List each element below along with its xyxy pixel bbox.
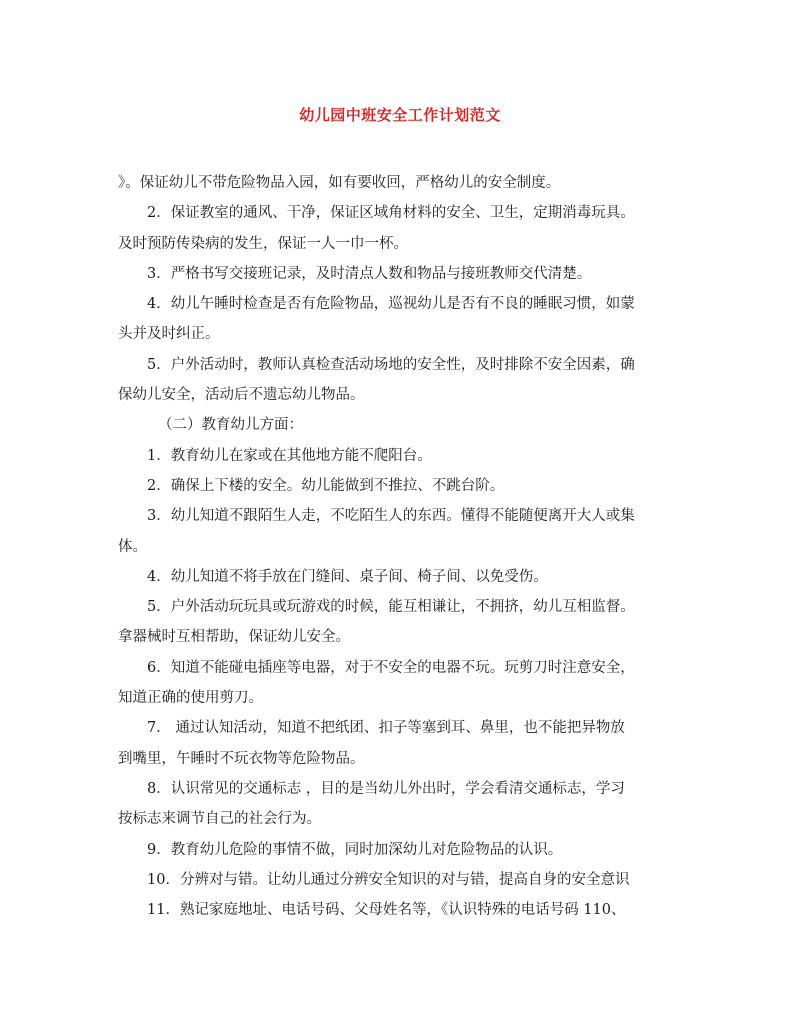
paragraph-line: 5．户外活动玩玩具或玩游戏的时候，能互相谦让，不拥挤，幼儿互相监督。 (147, 599, 635, 616)
paragraph-line: 9．教育幼儿危险的事情不做，同时加深幼儿对危险物品的认识。 (147, 841, 563, 858)
document-title: 幼儿园中班安全工作计划范文 (299, 106, 501, 124)
paragraph-line: 及时预防传染病的发生，保证一人一巾一杯。 (118, 235, 408, 252)
paragraph-line: 2．保证教室的通风、干净，保证区域角材料的安全、卫生，定期消毒玩具。 (147, 205, 635, 222)
paragraph-line: 拿器械时互相帮助，保证幼儿安全。 (118, 629, 350, 646)
paragraph-line: 11．熟记家庭地址、电话号码、父母姓名等，《认识特殊的电话号码 110、 (147, 902, 626, 919)
paragraph-line: 按标志来调节自己的社会行为。 (118, 811, 321, 828)
paragraph-line: 》。保证幼儿不带危险物品入园，如有要收回，严格幼儿的安全制度。 (118, 175, 561, 191)
paragraph-line: 6．知道不能碰电插座等电器，对于不安全的电器不玩。玩剪刀时注意安全， (147, 659, 635, 676)
paragraph-line: 2．确保上下楼的安全。幼儿能做到不推拉、不跳台阶。 (147, 477, 505, 494)
paragraph-line: 保幼儿安全，活动后不遗忘幼儿物品。 (118, 387, 365, 404)
paragraph-line: 10．分辨对与错。让幼儿通过分辨安全知识的对与错，提高自身的安全意识 (147, 871, 630, 888)
paragraph-line: 头并及时纠正。 (118, 326, 220, 343)
paragraph-line: 3．幼儿知道不跟陌生人走，不吃陌生人的东西。懂得不能随便离开大人或集 (147, 508, 635, 525)
paragraph-line: 5．户外活动时，教师认真检查活动场地的安全性，及时排除不安全因素，确 (147, 356, 635, 373)
section-heading: （二）教育幼儿方面： (158, 417, 303, 434)
paragraph-line: 体。 (118, 538, 147, 555)
paragraph-line: 1．教育幼儿在家或在其他地方能不爬阳台。 (147, 447, 432, 464)
paragraph-line: 3．严格书写交接班记录，及时清点人数和物品与接班教师交代清楚。 (147, 265, 592, 282)
paragraph-line: 4．幼儿午睡时检查是否有危险物品，巡视幼儿是否有不良的睡眠习惯，如蒙 (147, 296, 635, 313)
paragraph-line: 4．幼儿知道不将手放在门缝间、桌子间、椅子间、以免受伤。 (147, 568, 548, 585)
paragraph-line: 到嘴里，午睡时不玩衣物等危险物品。 (118, 750, 365, 767)
paragraph-line: 8．认识常见的交通标志 ，目的是当幼儿外出时，学会看清交通标志，学习 (147, 780, 625, 797)
paragraph-line: 知道正确的使用剪刀。 (118, 690, 263, 707)
paragraph-line: 7． 通过认知活动，知道不把纸团、扣子等塞到耳、鼻里，也不能把异物放 (147, 720, 625, 737)
document-body (118, 168, 678, 925)
